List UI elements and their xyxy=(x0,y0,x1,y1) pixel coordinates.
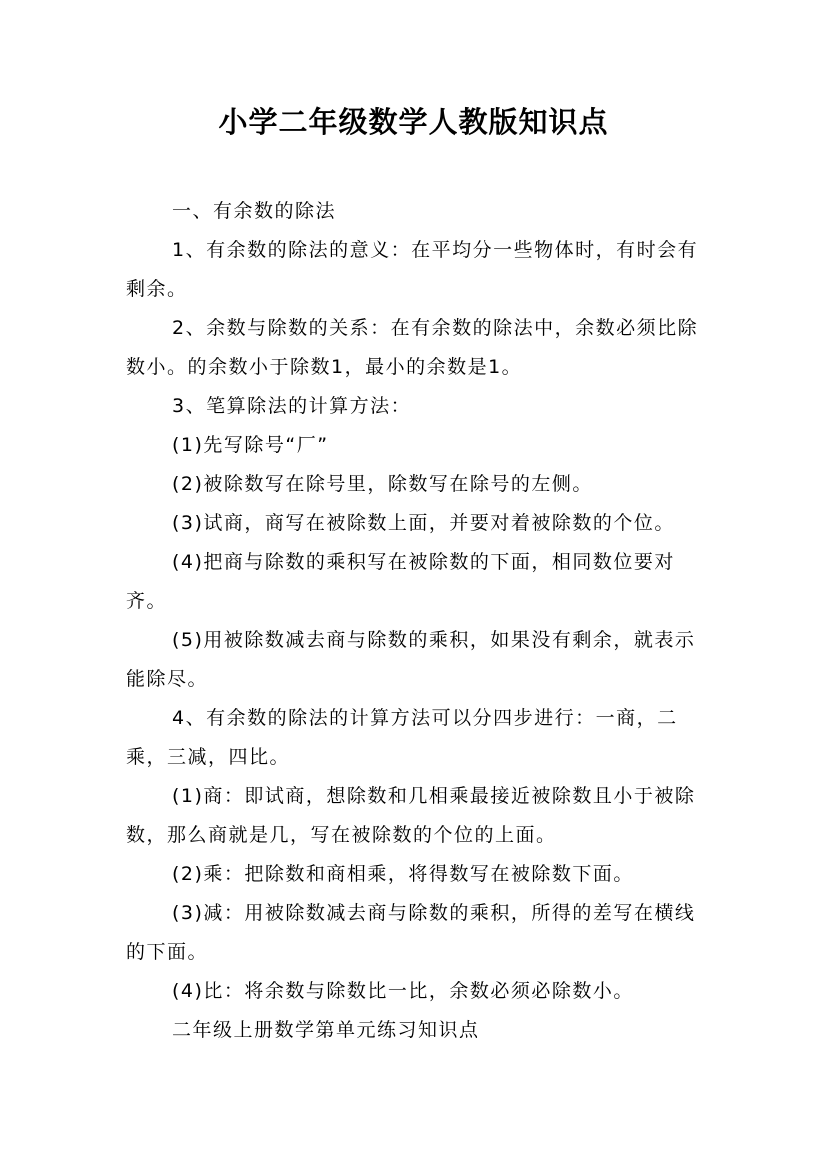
list-item: (2)乘：把除数和商相乘，将得数写在被除数下面。 xyxy=(172,863,634,885)
document-body xyxy=(126,192,706,1050)
paragraph: 1、有余数的除法的意义：在平均分一些物体时，有时会有剩余。 xyxy=(126,239,699,300)
paragraph: 3、笔算除法的计算方法： xyxy=(172,395,412,417)
paragraph: 2、余数与除数的关系：在有余数的除法中，余数必须比除数小。的余数小于除数1，最小的余数是1。 xyxy=(126,317,699,378)
list-item: (5)用被除数减去商与除数的乘积，如果没有剩余，就表示能除尽。 xyxy=(126,629,696,690)
list-item: (1)商：即试商，想除数和几相乘最接近被除数且小于被除数，那么商就是几，写在被除数的个位的上面。 xyxy=(126,785,696,846)
list-item: (4)把商与除数的乘积写在被除数的下面，相同数位要对齐。 xyxy=(126,551,675,612)
list-item: (2)被除数写在除号里，除数写在除号的左侧。 xyxy=(172,473,593,495)
document-title: 小学二年级数学人教版知识点 xyxy=(218,105,609,139)
list-item: (1)先写除号“厂” xyxy=(172,434,329,456)
paragraph: 4、有余数的除法的计算方法可以分四步进行：一商，二乘，三减，四比。 xyxy=(126,707,678,768)
paragraph: 二年级上册数学第单元练习知识点 xyxy=(172,1019,480,1041)
list-item: (4)比：将余数与除数比一比，余数必须必除数小。 xyxy=(172,980,634,1002)
section-heading: 一、有余数的除法 xyxy=(172,200,337,222)
list-item: (3)减：用被除数减去商与除数的乘积，所得的差写在横线的下面。 xyxy=(126,902,696,963)
list-item: (3)试商，商写在被除数上面，并要对着被除数的个位。 xyxy=(172,512,675,534)
